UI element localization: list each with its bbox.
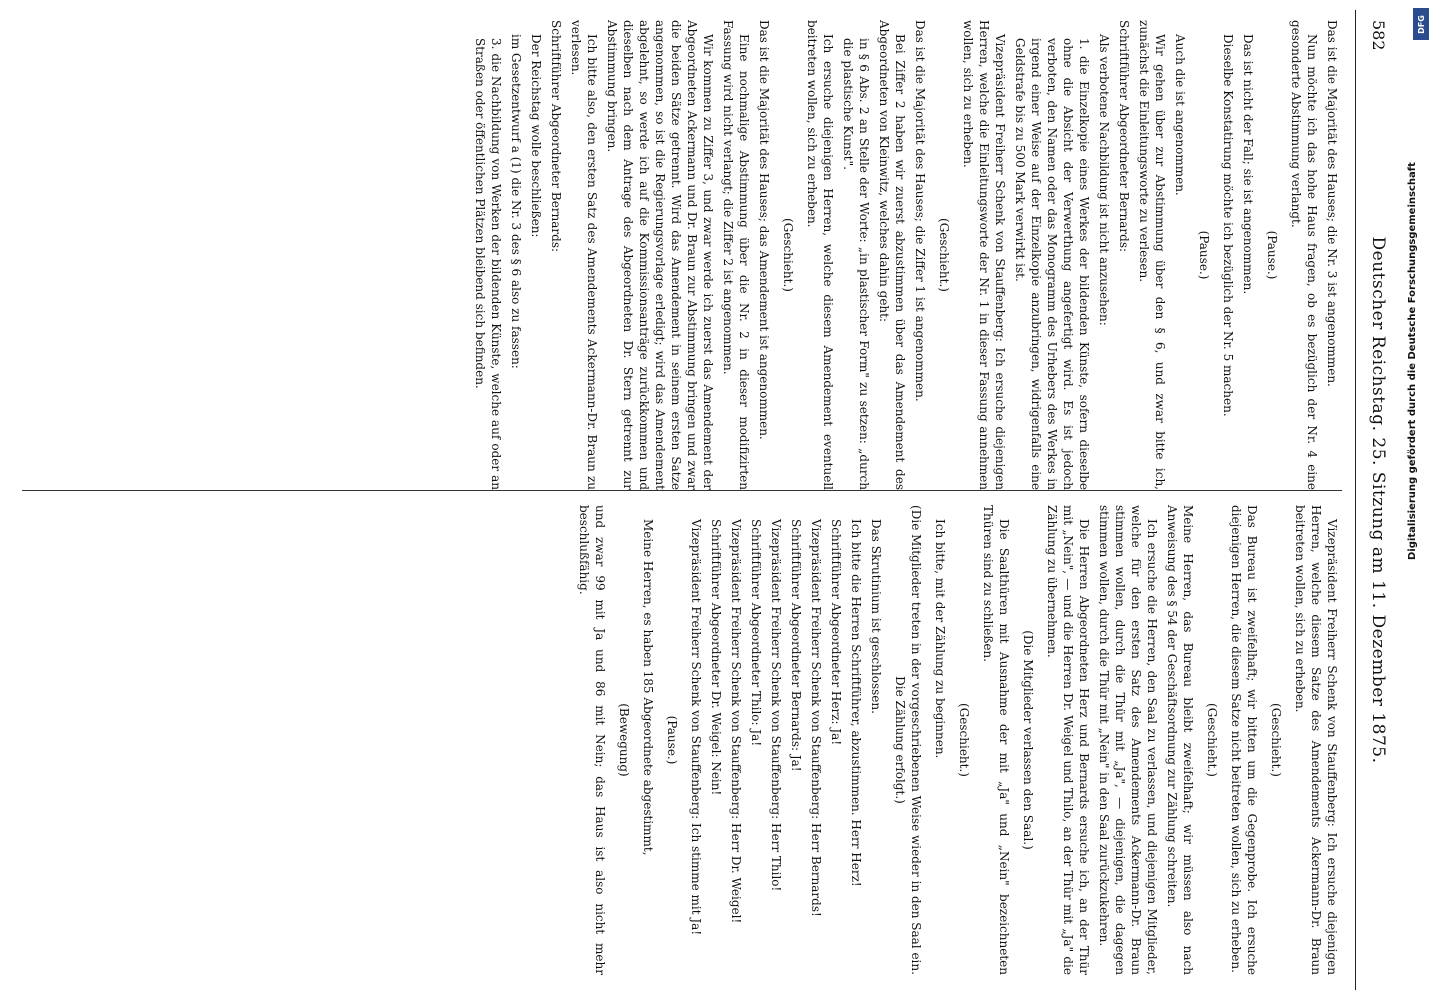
paragraph: Das ist die Majorität des Hauses; die Nr. 3 ist angenommen.: [1325, 20, 1339, 387]
page-title: Deutscher Reichstag. 25. Sitzung am 11. Dezember 1875.: [1368, 236, 1388, 764]
stage-direction: (Geschieht.): [1205, 703, 1219, 777]
paragraph: Das Skrutinium ist geschlossen.: [869, 519, 883, 714]
paragraph: 3. die Nachbildung von Werken der bildenden Künste, welche auf oder an Straßen oder öffentlichen Plätzen bleibend sich befinden.: [473, 38, 503, 490]
paragraph: Ich bitte also, den ersten Satz des Amendements Ackermann-Dr. Braun zu verlesen.: [569, 20, 599, 490]
funding-note: Digitalisierung gefördert durch die Deutsche Forschungsgemeinschaft: [1407, 162, 1418, 560]
paragraph: Meine Herren, das Bureau bleibt zweifelhaft; wir müssen also nach Anweisung des § 54 der Geschäftsordnung zur Zählung schreiten.: [1165, 505, 1195, 975]
paragraph: Schriftführer Abgeordneter Bernards:: [1117, 20, 1131, 253]
paragraph: Bei Ziffer 2 haben wir zuerst abzustimmen über das Amendement des Abgeordneten von Kleinwitz, welches dahin geht:: [877, 20, 907, 490]
page-header: [1344, 0, 1400, 1000]
paragraph: Das ist die Majorität des Hauses; die Ziffer 1 ist angenommen.: [913, 20, 927, 402]
paragraph: Ich ersuche die Herren, den Saal zu verlassen, und diejenigen Mitglieder, welche für den ersten Satz des Amendements Ackermann-Dr. Braun stimmen wollen, durch die Thür mit „Ja", — diejenigen, die dagegen stimmen wollen, durch die Thür mit „Nein" in den Saal zurückzukehren.: [1097, 505, 1159, 975]
paragraph: in § 6 Abs. 2 an Stelle der Worte: „in plastischer Form" zu setzen: „durch die plastische Kunst".: [841, 38, 871, 490]
paragraph: Eine nochmalige Abstimmung über die Nr. 2 in dieser modifizirten Fassung wird nicht verlangt; die Ziffer 2 ist angenommen.: [721, 20, 751, 490]
paragraph: Die Saalthüren mit Ausnahme der mit „Ja" und „Nein" bezeichneten Thüren sind zu schließen.: [981, 505, 1011, 975]
paragraph: Schriftführer Abgeordneter Thilo: Ja!: [749, 519, 763, 747]
paragraph: und zwar 99 mit Ja und 86 mit Nein; das Haus ist also nicht mehr beschlußfähig.: [577, 505, 607, 975]
dfg-logo: DFG: [1413, 8, 1429, 40]
paragraph: Vizepräsident Freiherr Schenk von Stauffenberg: Ich ersuche diejenigen Herren, welche die Einleitungsworte der Nr. 1 in dieser Fassung annehmen wollen, sich zu erheben.: [961, 20, 1007, 490]
paragraph: Ich bitte, mit der Zählung zu beginnen.: [933, 519, 947, 759]
stage-direction: (Geschieht.): [781, 218, 795, 292]
paragraph: Der Reichstag wolle beschließen:: [529, 34, 543, 238]
paragraph: im Gesetzentwurf a (1) die Nr. 3 des § 6 also zu fassen:: [509, 34, 523, 369]
paragraph: Auch die ist angenommen.: [1173, 34, 1187, 196]
paragraph: Wir gehen über zur Abstimmung über den § 6, und zwar bitte ich, zunächst die Einleitungsworte zu verlesen.: [1137, 20, 1167, 490]
paragraph: Meine Herren, es haben 185 Abgeordnete abgestimmt,: [641, 519, 655, 856]
left-column: [468, 20, 1340, 490]
paragraph: Schriftführer Abgeordneter Herz: Ja!: [829, 519, 843, 746]
paragraph: Das ist die Majorität des Hauses; das Amendement ist angenommen.: [757, 20, 771, 440]
paragraph: Das ist nicht der Fall; sie ist angenommen.: [1241, 34, 1255, 295]
header-rule: [1355, 10, 1356, 990]
paragraph: Schriftführer Abgeordneter Dr. Weigel: Nein!: [709, 519, 723, 796]
paragraph: Das Bureau ist zweifelhaft; wir bitten um die Gegenprobe. Ich ersuche diejenigen Herren, die diesem Satze nicht beitreten wollen, sich zu erheben.: [1229, 505, 1259, 975]
stage-direction: (Die Mitglieder verlassen den Saal.): [1021, 630, 1035, 850]
stage-direction: (Geschieht.): [937, 218, 951, 292]
paragraph: Vizepräsident Freiherr Schenk von Stauffenberg: Ich ersuche diejenigen Herren, welche diesem Satze des Amendements Ackermann-Dr. Braun beitreten wollen, sich zu erheben.: [1293, 505, 1339, 975]
paragraph: Ich bitte die Herren Schriftführer, abzustimmen. Herr Herz!: [849, 519, 863, 887]
paragraph: Als verbotene Nachbildung ist nicht anzusehen:: [1097, 34, 1111, 326]
page-number: 582: [1369, 20, 1388, 51]
paragraph: Wir kommen zu Ziffer 3, und zwar werde ich zuerst das Amendement der Abgeordneten Ackermann und Dr. Braun zur Abstimmung bringen und zwar die beiden Sätze getrennt. Wird das Amendement in seinem ersten Satze angenommen, so ist die Regierungsvorlage erledigt; wird das Amendement abgelehnt, so werde ich auf die Kommissionsanträge zurückkommen und dieselben nach dem Antrage des Abgeordneten Dr. Stern getrennt zur Abstimmung bringen.: [605, 20, 715, 490]
stage-direction: (Pause.): [1197, 230, 1211, 280]
right-column: [572, 505, 1340, 975]
column-divider: [22, 490, 1342, 491]
stage-direction: (Pause.): [665, 715, 679, 765]
paragraph: Schriftführer Abgeordneter Bernards: Ja!: [789, 519, 803, 772]
paragraph: Schriftführer Abgeordneter Bernards:: [549, 20, 563, 253]
stage-direction: (Geschieht.): [957, 703, 971, 777]
stage-direction: (Die Mitglieder treten in der vorgeschriebenen Weise wieder in den Saal ein. Die Zählung erfolgt.): [893, 505, 923, 975]
stage-direction: (Geschieht.): [1269, 703, 1283, 777]
paragraph: Die Herren Abgeordneten Herz und Bernards ersuche ich, an der Thür mit „Nein", — und die Herren Dr. Weigel und Thilo, an der Thür mit „Ja" die Zählung zu übernehmen.: [1045, 505, 1091, 975]
paragraph: Vizepräsident Freiherr Schenk von Stauffenberg: Herr Dr. Weigel!: [729, 519, 743, 924]
paragraph: Nun möchte ich das hohe Haus fragen, ob es bezüglich der Nr. 4 eine gesonderte Abstimmung verlangt.: [1289, 20, 1319, 490]
paragraph: 1. die Einzelkopie eines Werkes der bildenden Künste, sofern dieselbe ohne die Absicht der Verwerthung angefertigt wird. Es ist jedoch verboten, den Namen oder das Monogramm des Urhebers des Werkes in irgend einer Weise auf der Einzelkopie anzubringen, widrigenfalls eine Geldstrafe bis zu 500 Mark verwirkt ist.: [1013, 38, 1091, 490]
paragraph: Vizepräsident Freiherr Schenk von Stauffenberg: Herr Bernards!: [809, 519, 823, 917]
paragraph: Vizepräsident Freiherr Schenk von Stauffenberg: Herr Thilo!: [769, 519, 783, 892]
stage-direction: (Bewegung): [617, 703, 631, 777]
paragraph: Ich ersuche diejenigen Herren, welche diesem Amendement eventuell beitreten wollen, sich zu erheben.: [805, 20, 835, 490]
stage-direction: (Pause.): [1265, 230, 1279, 280]
paragraph: Dieselbe Konstatirung möchte ich bezüglich der Nr. 5 machen.: [1221, 34, 1235, 417]
funding-strip: [1405, 0, 1429, 1000]
paragraph: Vizepräsident Freiherr Schenk von Stauffenberg: Ich stimme mit Ja!: [689, 519, 703, 936]
